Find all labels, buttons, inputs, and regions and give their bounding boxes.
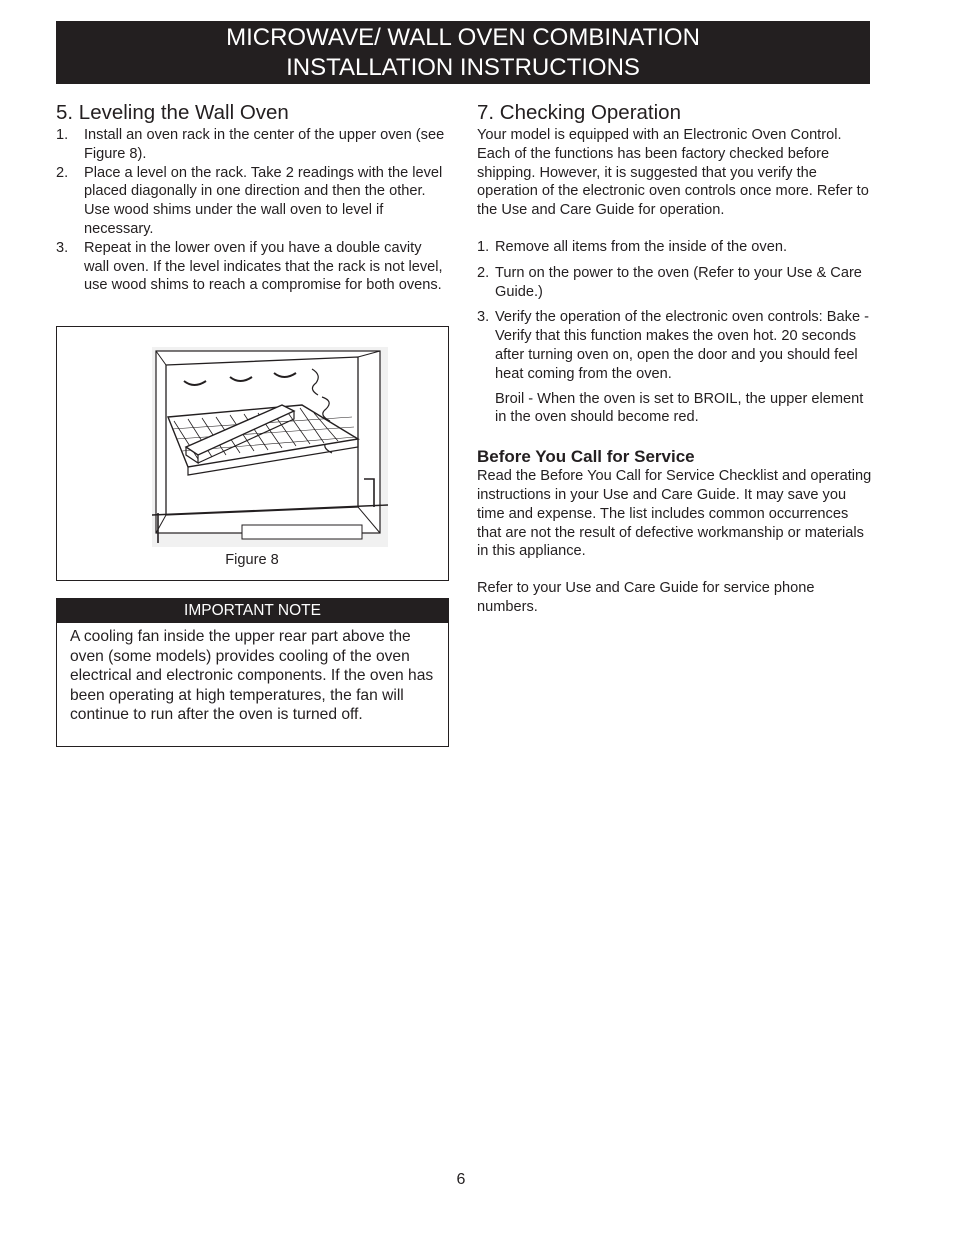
step-number: 1. xyxy=(56,127,69,143)
checking-title: 7. Checking Operation xyxy=(477,101,681,124)
header-title-line1: MICROWAVE/ WALL OVEN COMBINATION xyxy=(226,24,700,51)
header-title-line2: INSTALLATION INSTRUCTIONS xyxy=(286,54,640,81)
step-text: Turn on the power to the oven (Refer to your Use & Care Guide.) xyxy=(495,264,862,300)
checking-steps xyxy=(477,238,872,384)
step-text: Remove all items from the inside of the oven. xyxy=(495,238,788,255)
step-text: Repeat in the lower oven if you have a double cavity wall oven. If the level indicates that the rack is not level, use wood shims to reach a compromise for both ovens. xyxy=(84,239,443,294)
note-heading: IMPORTANT NOTE xyxy=(57,599,448,623)
step-number: 3. xyxy=(477,309,490,326)
leveling-step xyxy=(56,126,449,164)
figure-box xyxy=(56,326,449,581)
step-number: 1. xyxy=(477,238,490,255)
step-text: Place a level on the rack. Take 2 readings with the level placed diagonally in one direction and then the other. Use wood shims under the wall oven to level if necessary. xyxy=(84,164,443,237)
figure-caption: Figure 8 xyxy=(225,552,279,568)
service-title: Before You Call for Service xyxy=(477,447,695,467)
page-number: 6 xyxy=(456,1171,466,1188)
step-number: 3. xyxy=(56,239,69,256)
leveling-title: 5. Leveling the Wall Oven xyxy=(56,101,289,124)
service-body: Read the Before You Call for Service Checklist and operating instructions in your Use and Care Guide. It may save you time and expense. The list includes common occurrences that are not the result of defective workmanship or materials in this appliance. xyxy=(477,468,872,560)
page-header xyxy=(56,21,870,84)
leveling-steps xyxy=(56,126,449,295)
note-body: A cooling fan inside the upper rear part above the oven (some models) provides cooling of the oven electrical and electronic components. If the oven has been operating at high temperatures, the fan will continue to run after the oven is turned off. xyxy=(70,628,434,724)
broil-text: Broil - When the oven is set to BROIL, the upper element in the oven should become red. xyxy=(495,390,864,426)
checking-step xyxy=(477,264,872,302)
checking-intro: Your model is equipped with an Electronic Oven Control. Each of the functions has been factory checked before shipping. However, it is suggested that you verify the operation of the electronic oven controls once more. Refer to the Use and Care Guide for operation. xyxy=(477,127,869,219)
step-text: Verify the operation of the electronic oven controls: Bake - Verify that this function makes the oven hot. 20 seconds after turning oven on, open the door and you should feel heat coming from the oven. xyxy=(495,309,869,382)
step-number: 2. xyxy=(477,264,490,281)
step-text: Install an oven rack in the center of the upper oven (see Figure 8). xyxy=(84,127,445,162)
checking-section xyxy=(477,101,872,617)
step-number: 2. xyxy=(56,164,69,181)
oven-rack-level-illustration xyxy=(152,347,388,547)
leveling-step xyxy=(56,164,449,239)
service-phone: Refer to your Use and Care Guide for service phone numbers. xyxy=(477,580,815,615)
leveling-section xyxy=(56,101,449,295)
leveling-step xyxy=(56,239,449,295)
checking-step xyxy=(477,308,872,383)
checking-step xyxy=(477,238,872,257)
important-note xyxy=(56,598,449,747)
